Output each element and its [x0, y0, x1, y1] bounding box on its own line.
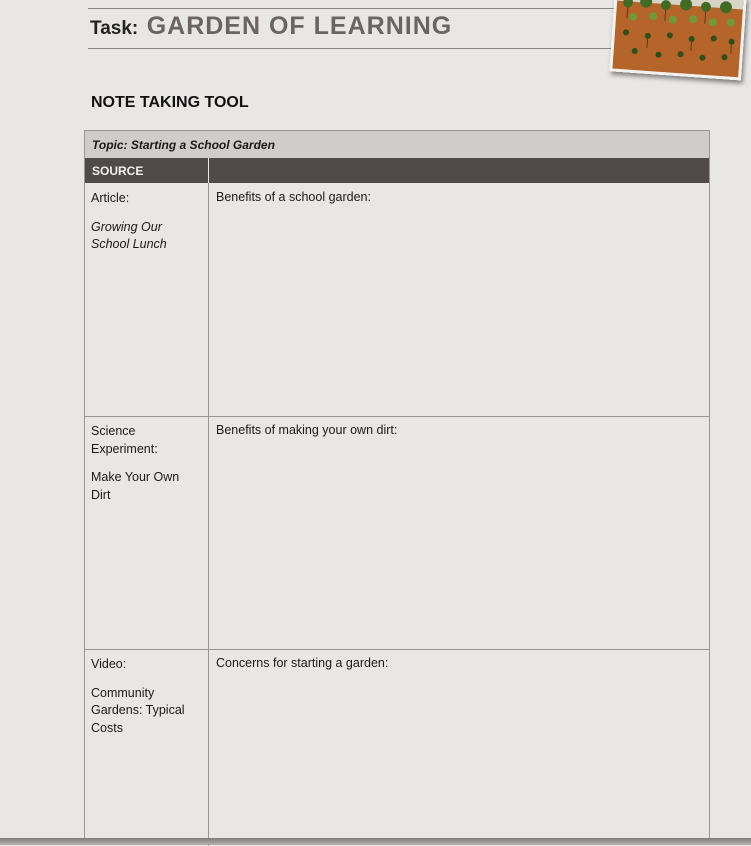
source-title: Community Gardens: Typical Costs: [91, 685, 185, 735]
source-header-label: SOURCE: [92, 164, 144, 178]
page-bottom-edge: [0, 838, 751, 845]
task-header: [90, 12, 452, 41]
header-top-rule: [88, 8, 618, 9]
source-title: Make Your Own Dirt: [91, 470, 180, 502]
task-title: GARDEN OF LEARNING: [146, 12, 453, 40]
note-taking-table: [84, 130, 710, 845]
page-heading: NOTE TAKING TOOL: [91, 94, 249, 111]
notes-prompt: Concerns for starting a garden:: [216, 656, 389, 670]
source-header-row: [85, 158, 709, 183]
source-type: Video:: [91, 657, 127, 671]
task-label: Task:: [90, 18, 139, 39]
topic-row: Topic: Starting a School Garden: [85, 131, 709, 158]
header-bottom-rule: [88, 48, 618, 49]
row-divider: [85, 649, 709, 650]
source-cell-experiment: [91, 423, 199, 515]
notes-prompt: Benefits of making your own dirt:: [216, 423, 398, 437]
source-type: Article:: [91, 191, 130, 205]
source-cell-article: [91, 190, 199, 265]
source-title: Growing Our School Lunch: [91, 219, 167, 251]
source-header-divider: [208, 158, 209, 183]
source-type: Science Experiment:: [91, 424, 158, 456]
garden-photo: [609, 0, 747, 81]
row-divider: [85, 416, 709, 417]
notes-prompt: Benefits of a school garden:: [216, 190, 371, 204]
column-divider: [208, 183, 209, 846]
source-cell-video: [91, 656, 199, 748]
